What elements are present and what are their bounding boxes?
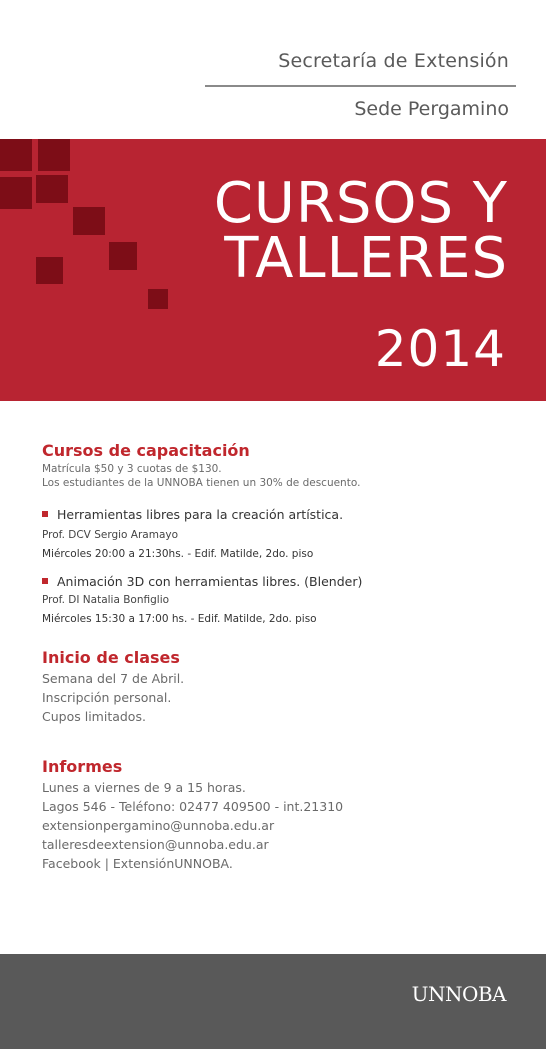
course-schedule: Miércoles 15:30 a 17:00 hs. - Edif. Matilde, 2do. piso bbox=[42, 613, 317, 625]
inicio-line: Cupos limitados. bbox=[42, 709, 146, 724]
hero-year: 2014 bbox=[374, 320, 506, 378]
inicio-title: Inicio de clases bbox=[42, 648, 180, 667]
informes-email[interactable]: extensionpergamino@unnoba.edu.ar bbox=[42, 818, 275, 833]
hero-title-line1: CURSOS Y bbox=[213, 171, 508, 236]
bullet-icon bbox=[42, 578, 48, 584]
inicio-line: Semana del 7 de Abril. bbox=[42, 671, 185, 686]
content bbox=[42, 440, 522, 873]
course-title-row bbox=[42, 573, 522, 591]
cursos-section bbox=[42, 440, 522, 628]
informes-email[interactable]: talleresdeextension@unnoba.edu.ar bbox=[42, 837, 269, 852]
hero-title-line2: TALLERES bbox=[224, 226, 508, 291]
bullet-icon bbox=[42, 511, 48, 517]
course-item bbox=[42, 506, 522, 563]
decorative-square bbox=[0, 177, 32, 209]
header-secretaria: Secretaría de Extensión bbox=[278, 50, 509, 72]
course-title: Herramientas libres para la creación artística. bbox=[57, 507, 344, 522]
informes-title: Informes bbox=[42, 757, 123, 776]
informes-section bbox=[42, 756, 522, 873]
course-schedule: Miércoles 20:00 a 21:30hs. - Edif. Matilde, 2do. piso bbox=[42, 548, 314, 560]
informes-facebook: Facebook | ExtensiónUNNOBA. bbox=[42, 856, 233, 871]
unnoba-logo: UNNOBA bbox=[411, 982, 506, 1006]
inicio-section bbox=[42, 647, 522, 726]
course-prof: Prof. DCV Sergio Aramayo bbox=[42, 529, 179, 541]
header-divider bbox=[205, 85, 516, 87]
decorative-square bbox=[38, 139, 70, 171]
course-title-row bbox=[42, 506, 522, 524]
course-title: Animación 3D con herramientas libres. (Blender) bbox=[57, 574, 363, 589]
course-prof: Prof. DI Natalia Bonfiglio bbox=[42, 594, 170, 606]
decorative-square bbox=[148, 289, 168, 309]
cursos-discount: Los estudiantes de la UNNOBA tienen un 30% de descuento. bbox=[42, 477, 361, 489]
decorative-square bbox=[109, 242, 137, 270]
informes-address: Lagos 546 - Teléfono: 02477 409500 - int.21310 bbox=[42, 799, 344, 814]
header-sede: Sede Pergamino bbox=[354, 98, 509, 120]
decorative-square bbox=[73, 207, 105, 235]
course-item bbox=[42, 573, 522, 628]
cursos-price: Matrícula $50 y 3 cuotas de $130. bbox=[42, 463, 222, 475]
decorative-square bbox=[36, 257, 63, 284]
inicio-line: Inscripción personal. bbox=[42, 690, 172, 705]
informes-hours: Lunes a viernes de 9 a 15 horas. bbox=[42, 780, 246, 795]
cursos-title: Cursos de capacitación bbox=[42, 441, 250, 460]
decorative-square bbox=[36, 175, 68, 203]
decorative-square bbox=[0, 139, 32, 171]
hero-title bbox=[213, 171, 508, 291]
